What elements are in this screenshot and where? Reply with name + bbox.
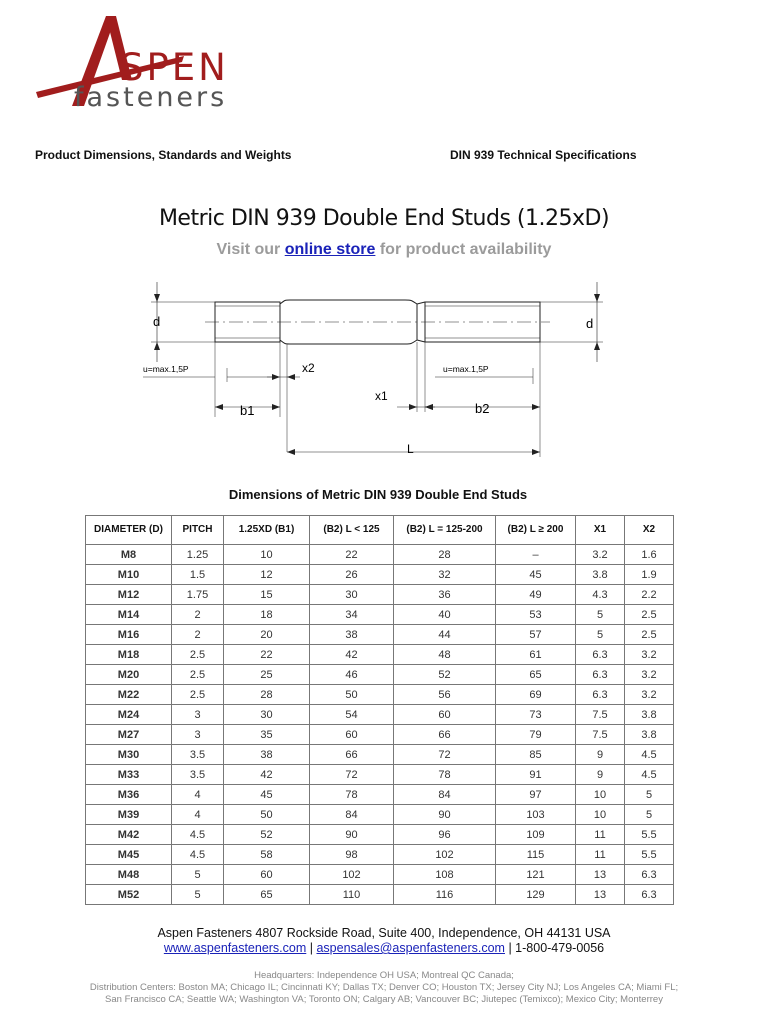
table-row (86, 845, 674, 865)
table-cell: 56 (394, 685, 496, 705)
footer-address: Aspen Fasteners 4807 Rockside Road, Suite 400, Independence, OH 44131 USA (157, 926, 611, 940)
footer-hq: Headquarters: Independence OH USA; Montreal QC Canada; (254, 970, 514, 981)
table-cell: 4 (172, 805, 224, 825)
table-cell: 90 (310, 825, 394, 845)
dimensions-table (85, 515, 674, 905)
table-cell: 69 (496, 685, 576, 705)
table-cell: 42 (224, 765, 310, 785)
d-left-label: d (153, 314, 161, 329)
table-cell: 9 (576, 745, 625, 765)
table-cell: 72 (394, 745, 496, 765)
column-header: (B2) L = 125-200 (394, 516, 496, 545)
diameter-cell: M18 (86, 645, 172, 665)
subtitle-before: Visit our (216, 241, 285, 258)
table-cell: 61 (496, 645, 576, 665)
table-cell: 116 (394, 885, 496, 905)
online-store-link[interactable]: online store (284, 241, 376, 258)
table-cell: 18 (224, 605, 310, 625)
table-row (86, 825, 674, 845)
table-cell: 1.9 (625, 565, 674, 585)
table-cell: 5 (625, 805, 674, 825)
table-cell: 2.5 (172, 685, 224, 705)
diameter-cell: M42 (86, 825, 172, 845)
table-cell: 13 (576, 865, 625, 885)
table-cell: 66 (394, 725, 496, 745)
table-cell: 4 (172, 785, 224, 805)
table-cell: 13 (576, 885, 625, 905)
diameter-cell: M36 (86, 785, 172, 805)
stud-drawing (135, 272, 615, 467)
header-right: DIN 939 Technical Specifications (450, 148, 637, 162)
table-cell: 5.5 (625, 845, 674, 865)
column-header: X1 (576, 516, 625, 545)
table-cell: 44 (394, 625, 496, 645)
table-cell: 58 (224, 845, 310, 865)
table-cell: 9 (576, 765, 625, 785)
table-cell: 11 (576, 825, 625, 845)
diameter-cell: M39 (86, 805, 172, 825)
table-cell: 103 (496, 805, 576, 825)
table-row (86, 645, 674, 665)
logo-fasteners: fasteners (74, 82, 228, 113)
table-cell: 49 (496, 585, 576, 605)
table-cell: 10 (576, 785, 625, 805)
table-cell: 28 (394, 545, 496, 565)
table-row (86, 565, 674, 585)
table-cell: 5 (172, 885, 224, 905)
table-cell: 7.5 (576, 725, 625, 745)
table-row (86, 605, 674, 625)
table-cell: 2 (172, 625, 224, 645)
table-cell: 1.25 (172, 545, 224, 565)
table-cell: 45 (496, 565, 576, 585)
table-row (86, 545, 674, 565)
table-cell: 28 (224, 685, 310, 705)
table-cell: 84 (310, 805, 394, 825)
table-row (86, 785, 674, 805)
table-cell: 57 (496, 625, 576, 645)
table-cell: 102 (394, 845, 496, 865)
footer-phone: | 1-800-479-0056 (504, 941, 605, 955)
table-row (86, 705, 674, 725)
table-cell: 50 (224, 805, 310, 825)
table-cell: 25 (224, 665, 310, 685)
footer-distribution-2: San Francisco CA; Seattle WA; Washington VA; Toronto ON; Calgary AB; Vancouver BC; Jiutepec (Temixco); Mexico City; Monterrey (105, 994, 663, 1005)
table-cell: 5 (576, 605, 625, 625)
b1-label: b1 (240, 403, 255, 418)
table-cell: 2.2 (625, 585, 674, 605)
subtitle-after: for product availability (375, 241, 552, 258)
table-cell: 4.5 (172, 845, 224, 865)
table-cell: 6.3 (576, 645, 625, 665)
table-cell: 15 (224, 585, 310, 605)
table-cell: 5.5 (625, 825, 674, 845)
table-cell: 4.3 (576, 585, 625, 605)
table-cell: 60 (224, 865, 310, 885)
table-cell: 2.5 (172, 665, 224, 685)
table-cell: 6.3 (576, 685, 625, 705)
diameter-cell: M12 (86, 585, 172, 605)
table-cell: 84 (394, 785, 496, 805)
table-cell: 45 (224, 785, 310, 805)
table-cell: 73 (496, 705, 576, 725)
table-cell: 4.5 (625, 765, 674, 785)
column-header: X2 (625, 516, 674, 545)
table-cell: 1.6 (625, 545, 674, 565)
table-cell: 3.8 (576, 565, 625, 585)
table-cell: 34 (310, 605, 394, 625)
table-row (86, 865, 674, 885)
table-cell: 3 (172, 705, 224, 725)
table-cell: 4.5 (172, 825, 224, 845)
table-cell: 65 (496, 665, 576, 685)
table-cell: 10 (576, 805, 625, 825)
table-cell: 3.2 (625, 685, 674, 705)
table-cell: 66 (310, 745, 394, 765)
table-cell: 46 (310, 665, 394, 685)
table-cell: 3.2 (576, 545, 625, 565)
website-link[interactable]: www.aspenfasteners.com (163, 941, 307, 955)
diameter-cell: M22 (86, 685, 172, 705)
table-cell: 1.75 (172, 585, 224, 605)
table-cell: 110 (310, 885, 394, 905)
table-cell: 3.8 (625, 725, 674, 745)
table-cell: 30 (310, 585, 394, 605)
table-cell: 5 (576, 625, 625, 645)
table-cell: 3.5 (172, 765, 224, 785)
table-cell: 11 (576, 845, 625, 865)
table-cell: 7.5 (576, 705, 625, 725)
table-cell: 12 (224, 565, 310, 585)
diameter-cell: M10 (86, 565, 172, 585)
diameter-cell: M52 (86, 885, 172, 905)
diameter-cell: M8 (86, 545, 172, 565)
footer-sep: | (306, 941, 317, 955)
u-right-label: u=max.1,5P (443, 364, 489, 374)
table-cell: 3.2 (625, 645, 674, 665)
table-cell: 108 (394, 865, 496, 885)
header-left: Product Dimensions, Standards and Weights (35, 148, 292, 162)
table-cell: 78 (394, 765, 496, 785)
table-row (86, 665, 674, 685)
table-cell: 96 (394, 825, 496, 845)
table-cell: 98 (310, 845, 394, 865)
table-cell: 5 (625, 785, 674, 805)
table-cell: 102 (310, 865, 394, 885)
table-caption: Dimensions of Metric DIN 939 Double End Studs (228, 487, 528, 502)
table-cell: 38 (224, 745, 310, 765)
column-header: 1.25XD (B1) (224, 516, 310, 545)
table-cell: 121 (496, 865, 576, 885)
diameter-cell: M45 (86, 845, 172, 865)
table-row (86, 585, 674, 605)
table-cell: 54 (310, 705, 394, 725)
table-cell: 2.5 (172, 645, 224, 665)
diameter-cell: M27 (86, 725, 172, 745)
x1-label: x1 (375, 389, 388, 403)
table-cell: 3.5 (172, 745, 224, 765)
table-cell: 50 (310, 685, 394, 705)
table-cell: 4.5 (625, 745, 674, 765)
table-cell: 3 (172, 725, 224, 745)
footer-contact (0, 941, 768, 955)
table-cell: 36 (394, 585, 496, 605)
x2-label: x2 (302, 361, 315, 375)
column-header: (B2) L < 125 (310, 516, 394, 545)
d-right-label: d (586, 316, 594, 331)
diameter-cell: M16 (86, 625, 172, 645)
table-row (86, 885, 674, 905)
column-header: (B2) L ≥ 200 (496, 516, 576, 545)
table-cell: 6.3 (625, 865, 674, 885)
page-title: Metric DIN 939 Double End Studs (1.25xD) (158, 206, 610, 231)
table-cell: 6.3 (576, 665, 625, 685)
table-cell: 109 (496, 825, 576, 845)
table-cell: 3.8 (625, 705, 674, 725)
table-cell: 60 (310, 725, 394, 745)
table-cell: 48 (394, 645, 496, 665)
table-cell: 85 (496, 745, 576, 765)
table-cell: 22 (310, 545, 394, 565)
b2-label: b2 (475, 401, 490, 416)
table-cell: 2 (172, 605, 224, 625)
diameter-cell: M30 (86, 745, 172, 765)
table-cell: – (496, 545, 576, 565)
diameter-cell: M20 (86, 665, 172, 685)
table-cell: 1.5 (172, 565, 224, 585)
table-cell: 5 (172, 865, 224, 885)
table-cell: 78 (310, 785, 394, 805)
table-cell: 38 (310, 625, 394, 645)
table-row (86, 685, 674, 705)
diameter-cell: M48 (86, 865, 172, 885)
table-cell: 20 (224, 625, 310, 645)
diameter-cell: M14 (86, 605, 172, 625)
table-cell: 72 (310, 765, 394, 785)
table-row (86, 725, 674, 745)
table-cell: 91 (496, 765, 576, 785)
logo-wordmark: SPEN (120, 46, 229, 89)
table-cell: 115 (496, 845, 576, 865)
table-cell: 79 (496, 725, 576, 745)
footer-distribution-1: Distribution Centers: Boston MA; Chicago IL; Cincinnati KY; Dallas TX; Denver CO; Houston TX; Jersey City NJ; Los Angeles CA; Miami FL; (89, 982, 679, 993)
table-cell: 22 (224, 645, 310, 665)
table-row (86, 805, 674, 825)
table-cell: 52 (224, 825, 310, 845)
table-cell: 42 (310, 645, 394, 665)
diameter-cell: M33 (86, 765, 172, 785)
table-cell: 3.2 (625, 665, 674, 685)
table-header-row (86, 516, 674, 545)
table-row (86, 745, 674, 765)
table-cell: 60 (394, 705, 496, 725)
u-left-label: u=max.1,5P (143, 364, 189, 374)
table-cell: 26 (310, 565, 394, 585)
table-cell: 2.5 (625, 605, 674, 625)
column-header: DIAMETER (D) (86, 516, 172, 545)
column-header: PITCH (172, 516, 224, 545)
table-row (86, 625, 674, 645)
table-cell: 2.5 (625, 625, 674, 645)
email-link[interactable]: aspensales@aspenfasteners.com (316, 941, 505, 955)
table-row (86, 765, 674, 785)
table-cell: 65 (224, 885, 310, 905)
table-cell: 53 (496, 605, 576, 625)
table-cell: 10 (224, 545, 310, 565)
table-cell: 40 (394, 605, 496, 625)
table-cell: 6.3 (625, 885, 674, 905)
diameter-cell: M24 (86, 705, 172, 725)
table-cell: 90 (394, 805, 496, 825)
table-cell: 52 (394, 665, 496, 685)
table-cell: 97 (496, 785, 576, 805)
table-cell: 35 (224, 725, 310, 745)
table-cell: 129 (496, 885, 576, 905)
table-cell: 30 (224, 705, 310, 725)
subtitle (0, 241, 768, 259)
table-cell: 32 (394, 565, 496, 585)
l-label: L (407, 442, 414, 456)
